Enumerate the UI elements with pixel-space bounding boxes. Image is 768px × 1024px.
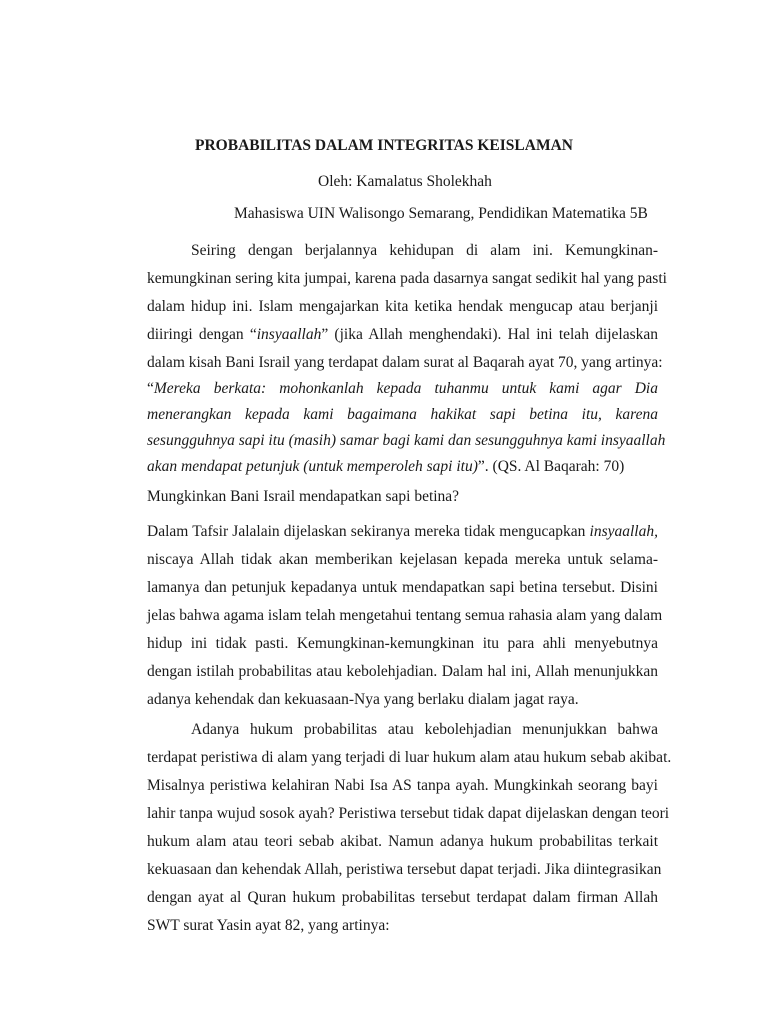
document-title: PROBABILITAS DALAM INTEGRITAS KEISLAMAN — [195, 137, 573, 154]
paragraph-line: hidup ini tidak pasti. Kemungkinan-kemungkinan itu para ahli menyebutnya — [147, 635, 658, 652]
author-line: Oleh: Kamalatus Sholekhah — [318, 173, 492, 190]
paragraph-line: dalam hidup ini. Islam mengajarkan kita ketika hendak mengucap atau berjanji — [147, 298, 658, 315]
paragraph-line: Adanya hukum probabilitas atau kebolehjadian menunjukkan bahwa — [191, 721, 658, 738]
paragraph-line: hukum alam atau teori sebab akibat. Namun adanya hukum probabilitas terkait — [147, 833, 658, 850]
quote-line: sesungguhnya sapi itu (masih) samar bagi kami dan sesungguhnya kami insyaallah — [147, 432, 666, 449]
paragraph-line: niscaya Allah tidak akan memberikan kejelasan kepada mereka untuk selama- — [147, 551, 658, 568]
quote-line: “Mereka berkata: mohonkanlah kepada tuhanmu untuk kami agar Dia — [147, 380, 658, 397]
emphasis-insyaallah: insyaallah, — [589, 523, 658, 540]
paragraph-line: kemungkinan sering kita jumpai, karena pada dasarnya sangat sedikit hal yang pasti — [147, 270, 667, 287]
paragraph-line: adanya kehendak dan kekuasaan-Nya yang berlaku dialam jagat raya. — [147, 691, 579, 708]
quote-line: akan mendapat petunjuk (untuk memperoleh sapi itu)”. (QS. Al Baqarah: 70) — [147, 458, 625, 475]
paragraph-line: lamanya dan petunjuk kepadanya untuk mendapatkan sapi betina tersebut. Disini — [147, 579, 658, 596]
paragraph-line: dengan istilah probabilitas atau kebolehjadian. Dalam hal ini, Allah menunjukkan — [147, 663, 658, 680]
paragraph-line: kekuasaan dan kehendak Allah, peristiwa tersebut dapat terjadi. Jika diintegrasikan — [147, 861, 662, 878]
quote-citation: (QS. Al Baqarah: 70) — [492, 458, 625, 475]
paragraph-line: dengan ayat al Quran hukum probabilitas tersebut terdapat dalam firman Allah — [147, 889, 658, 906]
paragraph-line: Seiring dengan berjalannya kehidupan di alam ini. Kemungkinan- — [191, 242, 658, 259]
paragraph-line: jelas bahwa agama islam telah mengetahui tentang semua rahasia alam yang dalam — [147, 607, 663, 624]
affiliation-line: Mahasiswa UIN Walisongo Semarang, Pendidikan Matematika 5B — [234, 205, 648, 222]
question-line: Mungkinkan Bani Israil mendapatkan sapi betina? — [147, 488, 460, 505]
paragraph-line: Misalnya peristiwa kelahiran Nabi Isa AS tanpa ayah. Mungkinkah seorang bayi — [147, 777, 658, 794]
paragraph-line: lahir tanpa wujud sosok ayah? Peristiwa tersebut tidak dapat dijelaskan dengan teori — [147, 805, 670, 822]
paragraph-line: Dalam Tafsir Jalalain dijelaskan sekiranya mereka tidak mengucapkan insyaallah, — [147, 523, 658, 540]
quote-line: menerangkan kepada kami bagaimana hakikat sapi betina itu, karena — [147, 406, 658, 423]
paragraph-line: diiringi dengan “insyaallah” (jika Allah menghendaki). Hal ini telah dijelaskan — [147, 326, 659, 343]
paragraph-line: terdapat peristiwa di alam yang terjadi di luar hukum alam atau hukum sebab akibat. — [147, 749, 672, 766]
emphasis-insyaallah: insyaallah — [256, 326, 322, 343]
paragraph-line: SWT surat Yasin ayat 82, yang artinya: — [147, 917, 390, 934]
paragraph-line: dalam kisah Bani Israil yang terdapat dalam surat al Baqarah ayat 70, yang artinya: — [147, 354, 663, 371]
